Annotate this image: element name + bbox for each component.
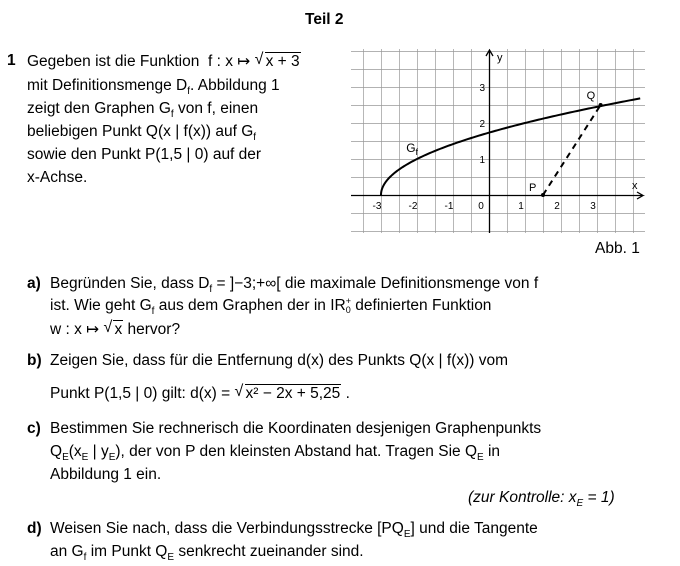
part-b-line-1: Zeigen Sie, dass für die Entfernung d(x) des Punkts Q(x | f(x)) vom <box>50 352 509 369</box>
part-c-label: c) <box>27 420 41 437</box>
intro-line-3: zeigt den Graphen $G_f$ von f, einen <box>27 100 259 121</box>
part-d-line-2: an $G_f$ im Punkt $Q_E$ senkrecht zueinander sind. <box>50 543 364 564</box>
x-axis <box>351 192 643 199</box>
part-a-label: a) <box>27 275 41 292</box>
x-tick-label: -3 <box>372 201 382 212</box>
x-tick-label: 0 <box>478 201 484 212</box>
x-axis-label: x <box>632 180 638 192</box>
point-p-label: P <box>529 182 537 194</box>
graph-curve <box>381 98 640 195</box>
part-a-line-2: ist. Wie geht $G_f$ aus dem Graphen der in IR + 0 definierten Funktion <box>50 296 492 318</box>
part-c-line-2: $Q_E(x_E$ | $y_E$), der von P den kleinsten Abstand hat. Tragen Sie $Q_E$ in <box>50 443 501 464</box>
graph-label: $G_f$ <box>406 140 419 157</box>
part-b-label: b) <box>27 352 42 369</box>
part-c-line-3: Abbildung 1 ein. <box>50 466 162 483</box>
task-number: 1 <box>7 52 16 69</box>
point-q-label: Q <box>586 90 596 102</box>
intro-line-5: sowie den Punkt P(1,5 | 0) auf der <box>27 146 262 163</box>
x-tick-label: -1 <box>444 201 454 212</box>
intro-line-4: beliebigen Punkt Q(x | f(x)) auf $G_f$ <box>27 123 257 144</box>
y-axis-label: y <box>497 52 503 64</box>
point-p-dot <box>541 193 545 197</box>
part-d-line-1: Weisen Sie nach, dass die Verbindungsstrecke $[PQ_E]$ und die Tangente <box>50 520 538 541</box>
part-c-line-1: Bestimmen Sie rechnerisch die Koordinaten desjenigen Graphenpunkts <box>50 420 542 437</box>
x-tick-label: 1 <box>518 201 524 212</box>
control-hint: (zur Kontrolle: $x_E = 1$) <box>468 489 615 510</box>
x-tick-label: -2 <box>408 201 418 212</box>
intro-line-2: mit Definitionsmenge $D_f$. Abbildung 1 <box>27 77 280 98</box>
point-q-dot <box>599 103 603 107</box>
part-d-label: d) <box>27 520 42 537</box>
y-tick-label: 3 <box>479 83 485 94</box>
figure-caption: Abb. 1 <box>595 240 640 257</box>
graph-figure <box>349 47 649 237</box>
page-title: Teil 2 <box>305 11 344 28</box>
part-b-line-2: Punkt P(1,5 | 0) gilt: d(x) = √ x² − 2x + 5,25 . <box>50 385 350 403</box>
y-tick-label: 1 <box>479 155 485 166</box>
segment-pq <box>543 105 601 195</box>
part-a-line-1: Begründen Sie, dass $D_f$ = ]−3;+∞[ die maximale Definitionsmenge von f <box>50 275 539 296</box>
part-a-line-3: w : x ↦ √ x hervor? <box>50 320 180 339</box>
grid <box>351 49 645 233</box>
y-tick-label: 2 <box>479 119 485 130</box>
intro-line-6: x-Achse. <box>27 169 88 186</box>
x-tick-label: 3 <box>590 201 596 212</box>
x-tick-label: 2 <box>554 201 560 212</box>
intro-line-1: Gegeben ist die Funktion f : x ↦ √ x + 3 <box>27 52 301 71</box>
